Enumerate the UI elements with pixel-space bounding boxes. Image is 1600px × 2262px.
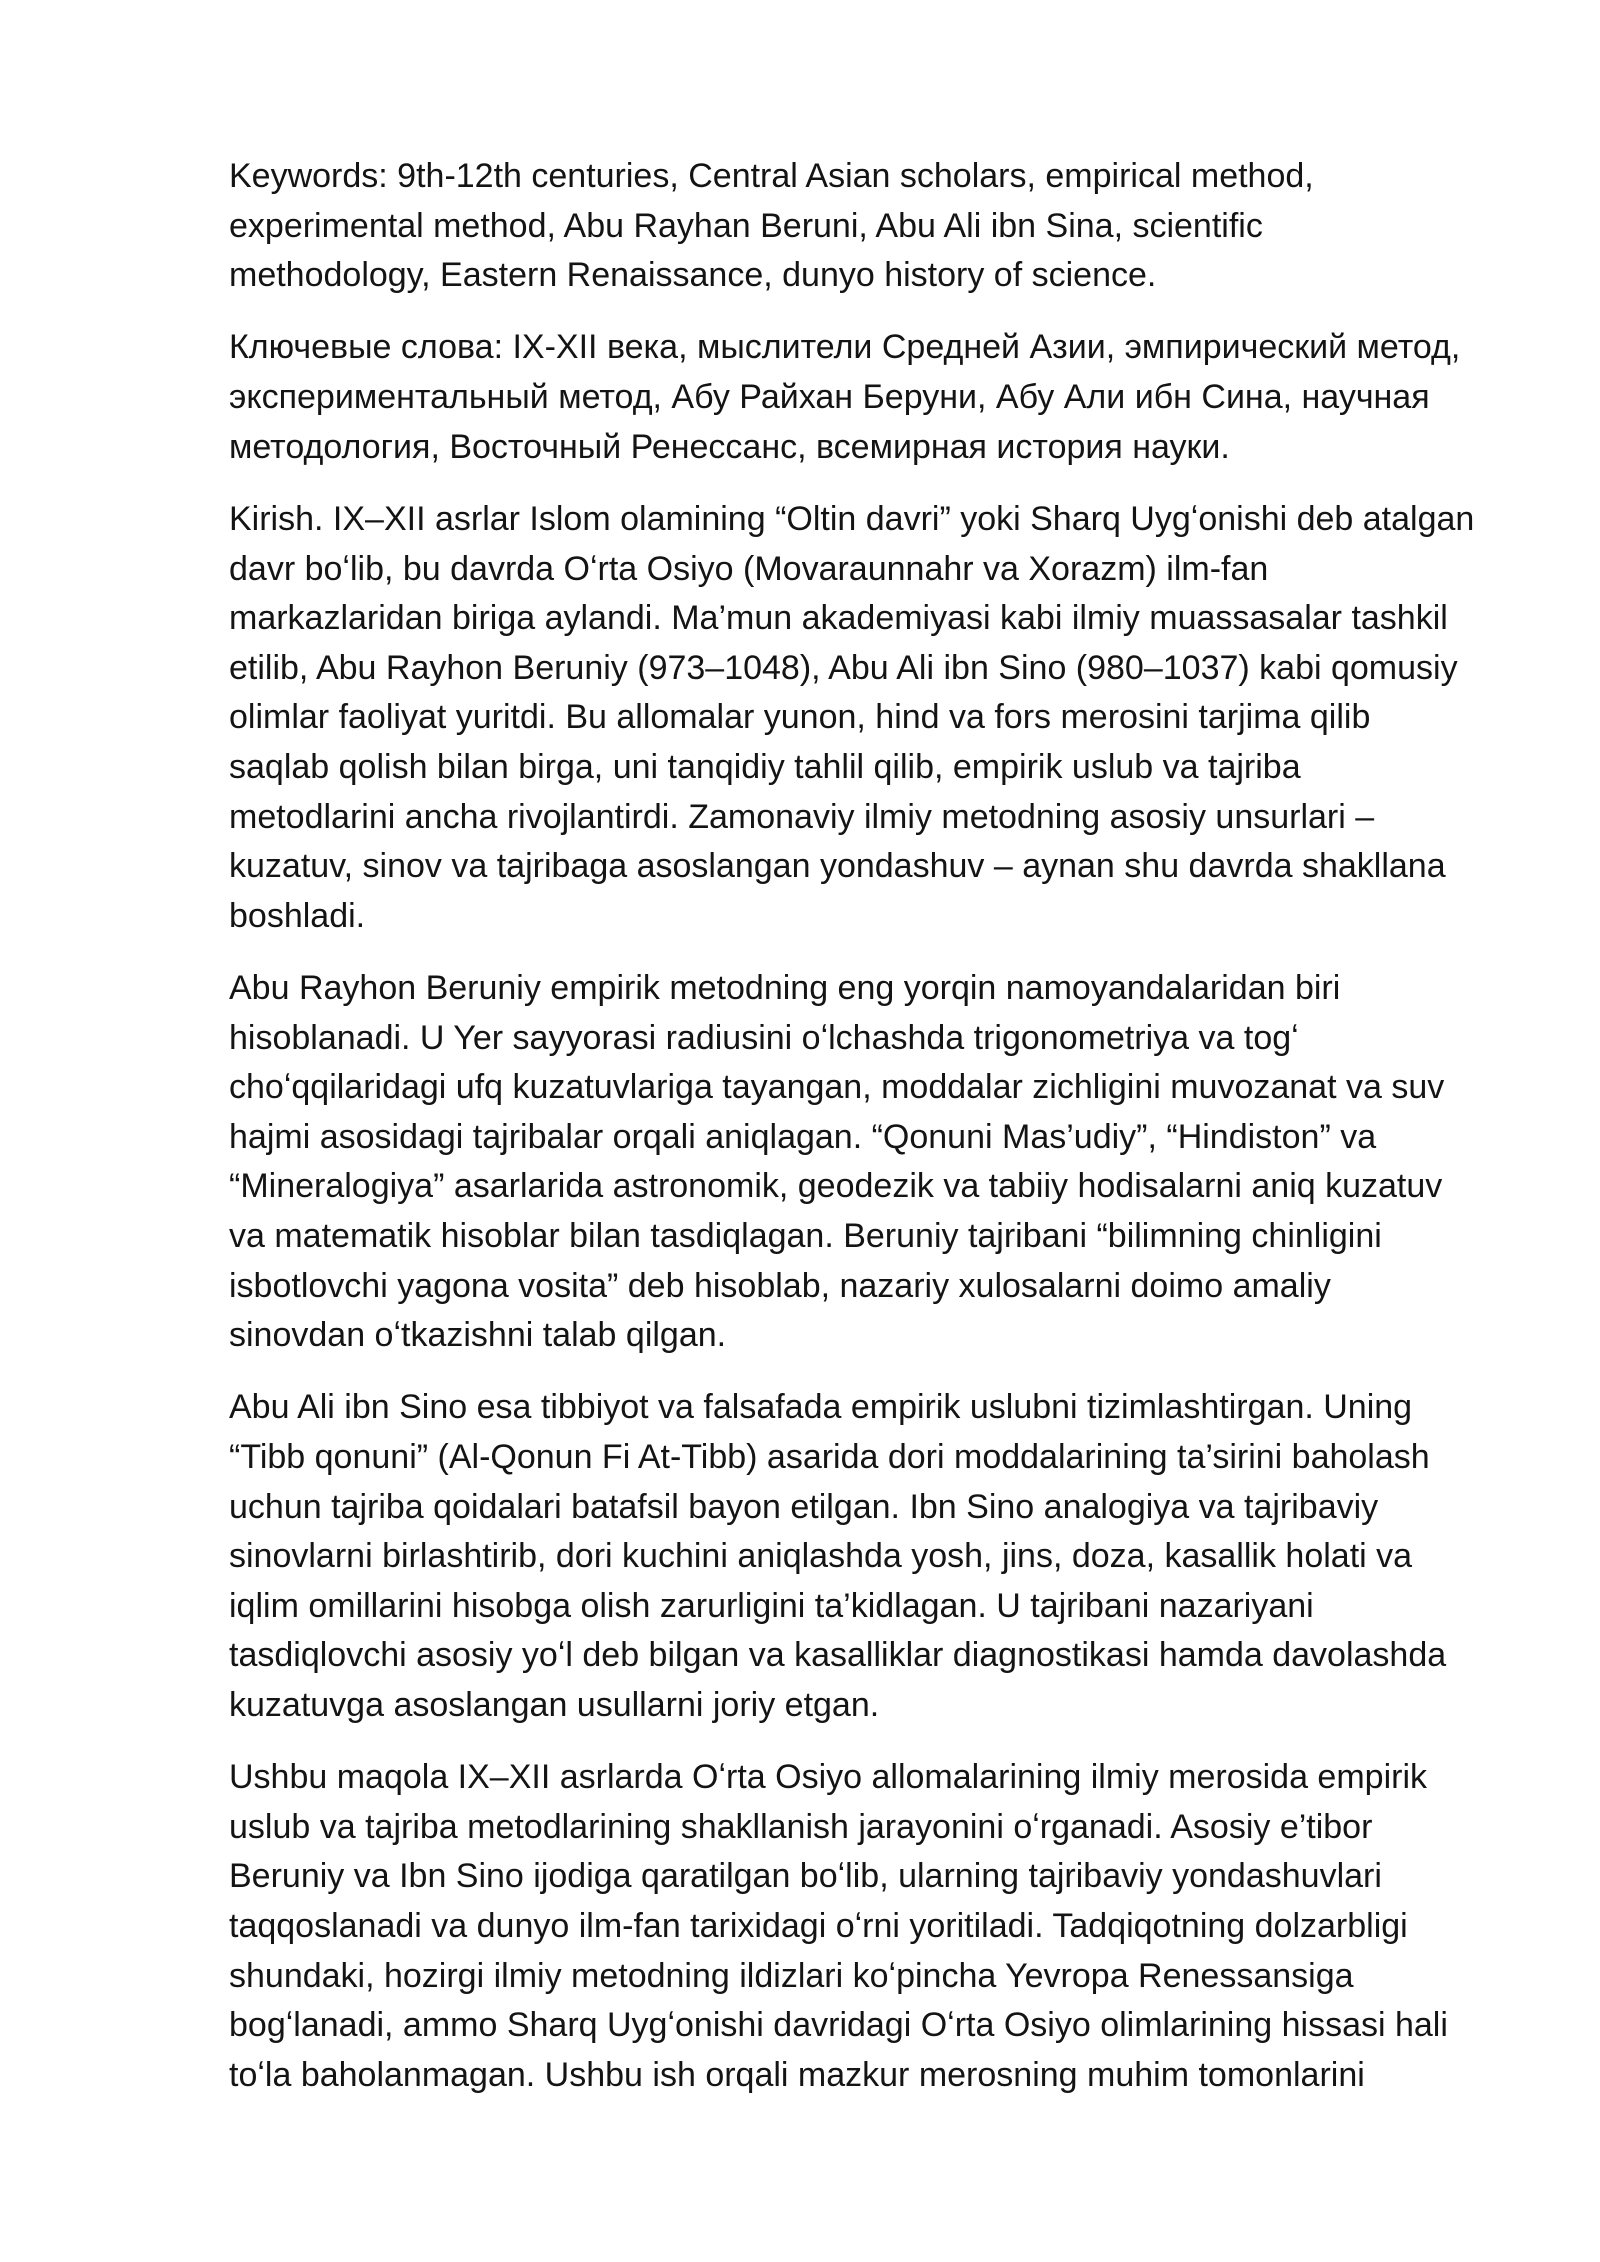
text-line: saqlab qolish bilan birga, uni tanqidiy tahlil qilib, empirik uslub va tajriba <box>229 747 1301 786</box>
text-line: taqqoslanadi va dunyo ilm-fan tarixidagi oʻrni yoritiladi. Tadqiqotning dolzarbligi <box>229 1907 1408 1946</box>
text-line: va matematik hisoblar bilan tasdiqlagan. Beruniy tajribani “bilimning chinligini <box>229 1216 1382 1255</box>
text-line: metodlarini ancha rivojlantirdi. Zamonaviy ilmiy metodning asosiy unsurlari – <box>229 797 1375 836</box>
text-line: toʻla baholanmagan. Ushbu ish orqali mazkur merosning muhim tomonlarini <box>229 2055 1365 2094</box>
keywords-english <box>229 152 1600 301</box>
text-line: Abu Ali ibn Sino esa tibbiyot va falsafada empirik uslubni tizimlashtirgan. Uning <box>229 1388 1413 1427</box>
text-line: hisoblanadi. U Yer sayyorasi radiusini oʻlchashda trigonometriya va togʻ <box>229 1018 1299 1057</box>
text-line: iqlim omillarini hisobga olish zarurligini ta’kidlagan. U tajribani nazariyani <box>229 1586 1314 1625</box>
ibn-sino-paragraph <box>229 1383 1600 1730</box>
text-line: bogʻlanadi, ammo Sharq Uygʻonishi davridagi Oʻrta Osiyo olimlarining hissasi hali <box>229 2006 1448 2045</box>
text-line: Abu Rayhon Beruniy empirik metodning eng yorqin namoyandalaridan biri <box>229 968 1341 1007</box>
beruniy-paragraph <box>229 964 1600 1361</box>
text-line: sinovlarni birlashtirib, dori kuchini aniqlashda yosh, jins, doza, kasallik holati va <box>229 1537 1413 1576</box>
text-line: markazlaridan biriga aylandi. Ma’mun akademiyasi kabi ilmiy muassasalar tashkil <box>229 599 1448 638</box>
text-line: shundaki, hozirgi ilmiy metodning ildizlari koʻpincha Yevropa Renessansiga <box>229 1956 1354 1995</box>
text-line: uslub va tajriba metodlarining shakllanish jarayonini oʻrganadi. Asosiy e’tibor <box>229 1807 1373 1846</box>
text-line: kuzatuvga asoslangan usullarni joriy etgan. <box>229 1685 880 1724</box>
text-line: davr boʻlib, bu davrda Oʻrta Osiyo (Movaraunnahr va Xorazm) ilm-fan <box>229 549 1269 588</box>
text-line: olimlar faoliyat yuritdi. Bu allomalar yunon, hind va fors merosini tarjima qilib <box>229 698 1371 737</box>
text-line: kuzatuv, sinov va tajribaga asoslangan yondashuv – aynan shu davrda shakllana <box>229 847 1446 886</box>
article-scope-paragraph <box>229 1753 1600 2100</box>
text-line: methodology, Eastern Renaissance, dunyo history of science. <box>229 256 1157 295</box>
text-line: Ushbu maqola IX–XII asrlarda Oʻrta Osiyo allomalarining ilmiy merosida empirik <box>229 1758 1428 1797</box>
text-line: методология, Восточный Ренессанс, всемирная история науки. <box>229 427 1230 466</box>
text-line: Beruniy va Ibn Sino ijodiga qaratilgan boʻlib, ularning tajribaviy yondashuvlari <box>229 1857 1382 1896</box>
text-line: Keywords: 9th-12th centuries, Central Asian scholars, empirical method, <box>229 157 1314 195</box>
introduction-paragraph <box>229 495 1600 941</box>
text-line: uchun tajriba qoidalari batafsil bayon etilgan. Ibn Sino analogiya va tajribaviy <box>229 1487 1379 1526</box>
text-line: “Tibb qonuni” (Al-Qonun Fi At-Tibb) asarida dori moddalarining ta’sirini baholash <box>229 1438 1430 1476</box>
text-line: boshladi. <box>229 896 366 935</box>
text-line: Kirish. IX–XII asrlar Islom olamining “Oltin davri” yoki Sharq Uygʻonishi deb atalgan <box>229 499 1475 538</box>
keywords-russian <box>229 323 1600 472</box>
text-line: “Mineralogiya” asarlarida astronomik, geodezik va tabiiy hodisalarni aniq kuzatuv <box>229 1167 1443 1206</box>
text-line: experimental method, Abu Rayhan Beruni, Abu Ali ibn Sina, scientific <box>229 206 1263 245</box>
text-line: tasdiqlovchi asosiy yoʻl deb bilgan va kasalliklar diagnostikasi hamda davolashda <box>229 1636 1447 1675</box>
text-line: Ключевые слова: IX-XII века, мыслители Средней Азии, эмпирический метод, <box>229 328 1461 367</box>
text-line: hajmi asosidagi tajribalar orqali aniqlagan. “Qonuni Mas’udiy”, “Hindiston” va <box>229 1117 1377 1156</box>
text-line: sinovdan oʻtkazishni talab qilgan. <box>229 1316 727 1355</box>
text-line: экспериментальный метод, Абу Райхан Беруни, Абу Али ибн Сина, научная <box>229 378 1430 417</box>
text-line: choʻqqilaridagi ufq kuzatuvlariga tayangan, moddalar zichligini muvozanat va suv <box>229 1068 1445 1107</box>
text-line: etilib, Abu Rayhon Beruniy (973–1048), Abu Ali ibn Sino (980–1037) kabi qomusiy <box>229 648 1458 687</box>
text-line: isbotlovchi yagona vosita” deb hisoblab, nazariy xulosalarni doimo amaliy <box>229 1266 1331 1305</box>
